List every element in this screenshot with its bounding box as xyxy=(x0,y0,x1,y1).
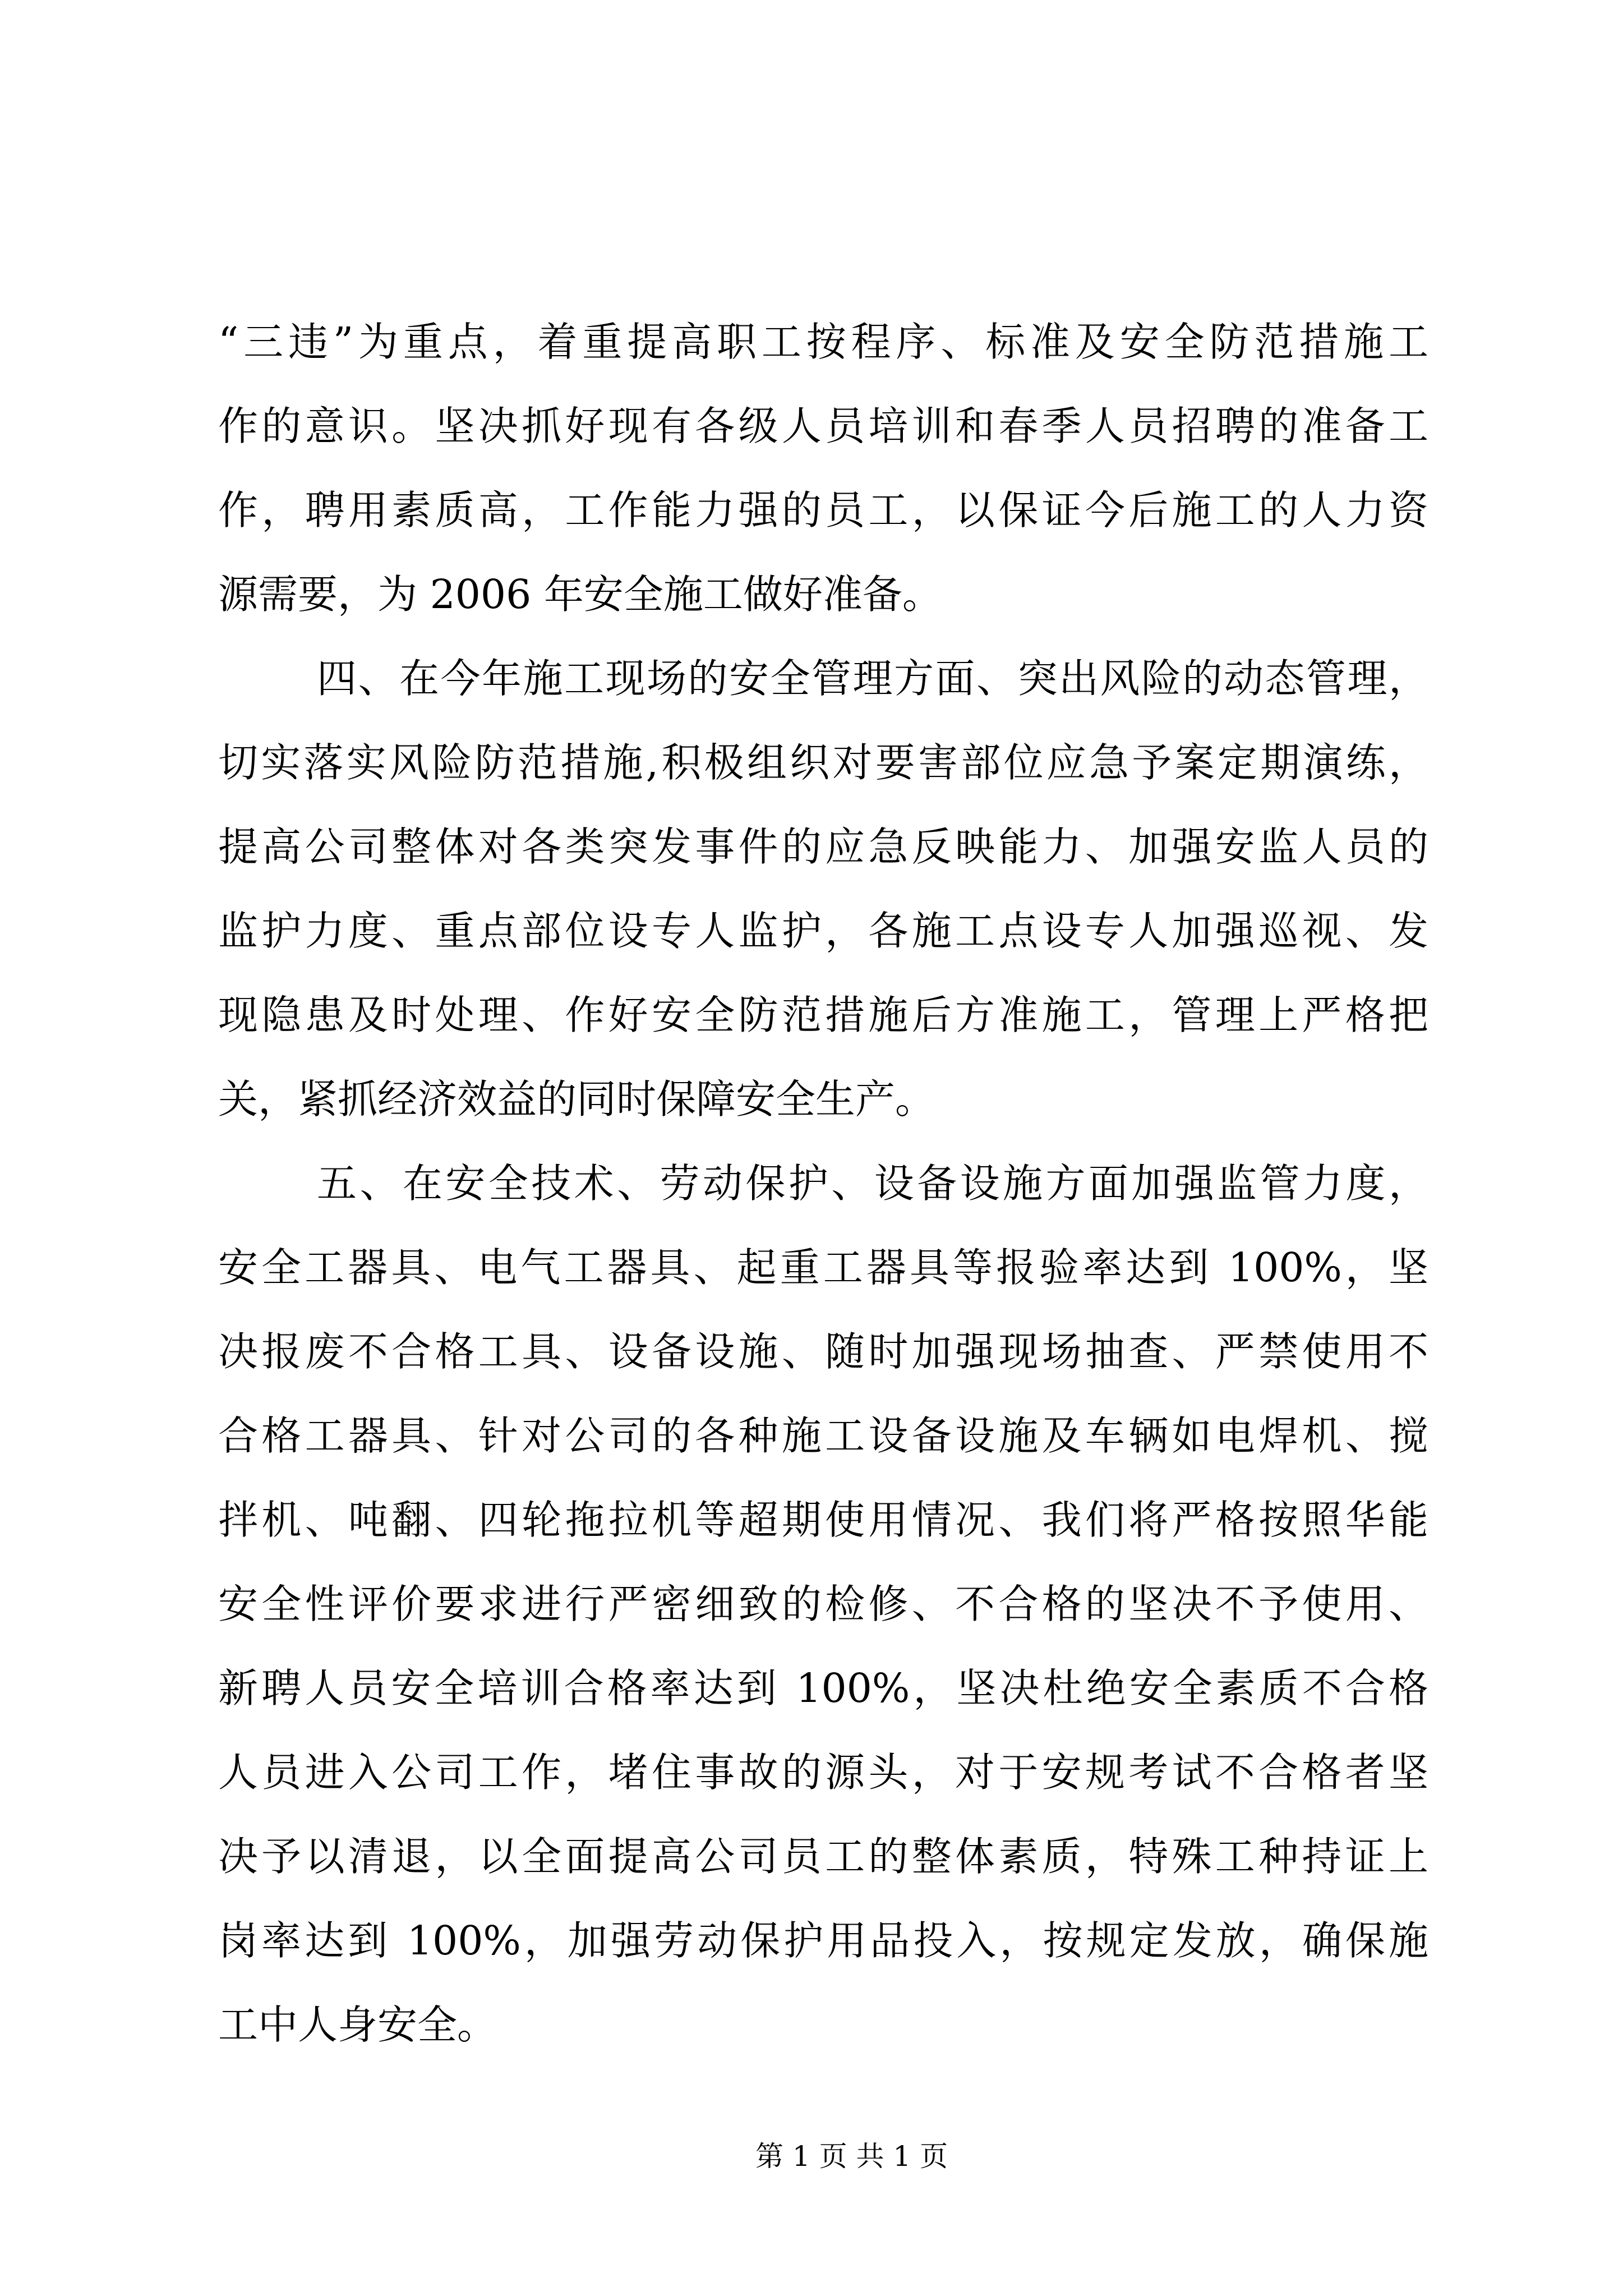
text-line: 四、在今年施工现场的安全管理方面、突出风险的动态管理， xyxy=(317,655,1428,702)
paragraph-continuation xyxy=(218,300,1428,637)
text-line: 安全工器具、电气工器具、起重工器具等报验率达到 100%，坚 xyxy=(218,1244,1428,1291)
text-line: 现隐患及时处理、作好安全防范措施后方准施工，管理上严格把 xyxy=(218,992,1428,1038)
text-line: 岗率达到 100%，加强劳动保护用品投入，按规定发放，确保施 xyxy=(218,1917,1428,1964)
text-line: 决报废不合格工具、设备设施、随时加强现场抽查、严禁使用不 xyxy=(218,1328,1428,1375)
text-line: 提高公司整体对各类突发事件的应急反映能力、加强安监人员的 xyxy=(218,823,1428,870)
page-footer: 第 1 页 共 1 页 xyxy=(755,2140,948,2173)
paragraph-five xyxy=(218,1142,1428,2067)
text-line: 作的意识。坚决抓好现有各级人员培训和春季人员招聘的准备工 xyxy=(218,403,1428,449)
text-line: 监护力度、重点部位设专人监护，各施工点设专人加强巡视、发 xyxy=(218,908,1428,954)
text-line: 新聘人员安全培训合格率达到 100%，坚决杜绝安全素质不合格 xyxy=(218,1665,1428,1711)
text-line: 决予以清退，以全面提高公司员工的整体素质，特殊工种持证上 xyxy=(218,1833,1428,1880)
text-line: 安全性评价要求进行严密细致的检修、不合格的坚决不予使用、 xyxy=(218,1581,1428,1627)
text-line: 关，紧抓经济效益的同时保障安全生产。 xyxy=(218,1076,935,1122)
text-line: 源需要，为 2006 年安全施工做好准备。 xyxy=(218,571,942,618)
text-line: 作，聘用素质高，工作能力强的员工，以保证今后施工的人力资 xyxy=(218,487,1428,533)
text-line: 人员进入公司工作，堵住事故的源头，对于安规考试不合格者坚 xyxy=(218,1749,1428,1796)
text-line: 合格工器具、针对公司的各种施工设备设施及车辆如电焊机、搅 xyxy=(218,1412,1428,1459)
text-line: 五、在安全技术、劳动保护、设备设施方面加强监管力度， xyxy=(317,1160,1428,1207)
paragraph-four xyxy=(218,637,1428,1142)
text-line: “三违”为重点，着重提高职工按程序、标准及安全防范措施工 xyxy=(218,319,1428,365)
text-line: 切实落实风险防范措施,积极组织对要害部位应急予案定期演练， xyxy=(218,739,1428,786)
body-text xyxy=(218,300,1428,2067)
text-line: 拌机、吨翻、四轮拖拉机等超期使用情况、我们将严格按照华能 xyxy=(218,1497,1428,1543)
text-line: 工中人身安全。 xyxy=(218,2001,497,2048)
